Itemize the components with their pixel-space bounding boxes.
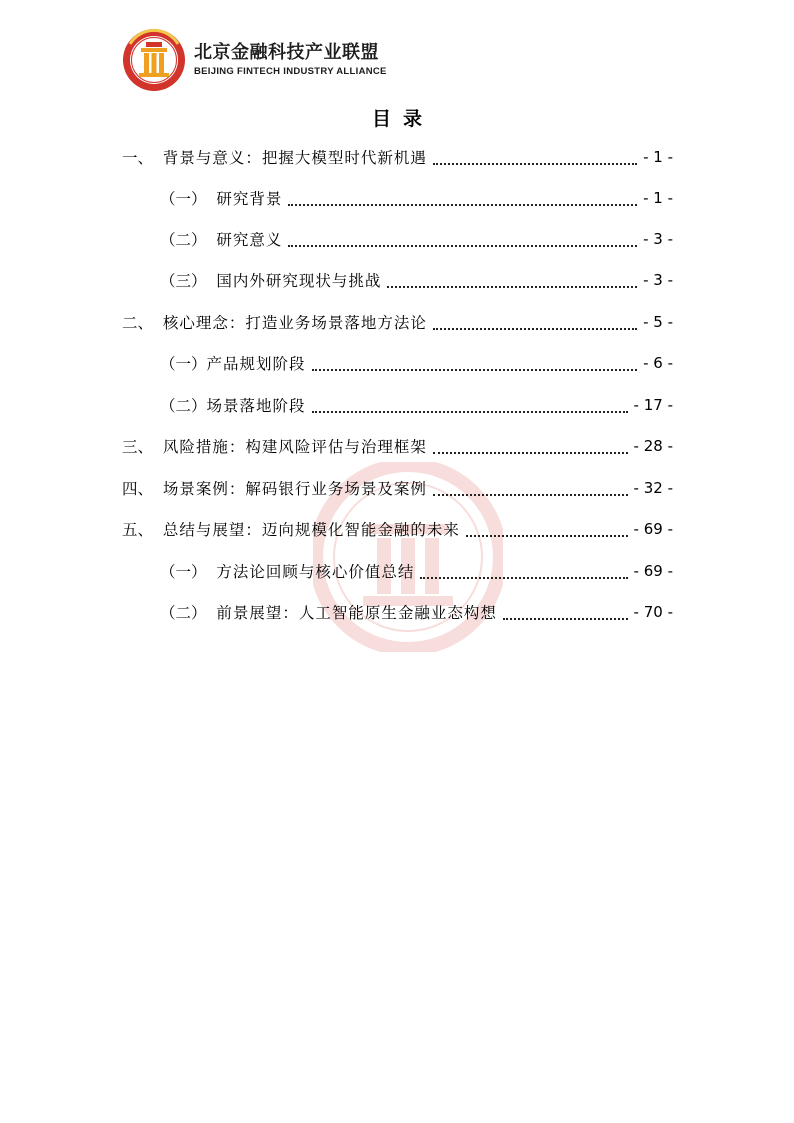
- toc-entry-number: 一、: [122, 149, 163, 167]
- toc-entry-title: 研究背景: [216, 190, 283, 208]
- toc-entry-page: - 1 -: [643, 189, 673, 207]
- toc-entry[interactable]: [122, 136, 673, 178]
- toc-entry-page: - 70 -: [633, 603, 673, 621]
- toc-entry[interactable]: [160, 218, 673, 260]
- toc-entry-title: 背景与意义：把握大模型时代新机遇: [162, 149, 427, 167]
- toc-entry-title: 总结与展望：迈向规模化智能金融的未来: [162, 521, 460, 539]
- toc-entry[interactable]: [122, 301, 673, 343]
- toc-entry-number: （一）: [160, 190, 217, 208]
- toc-entry-number: （二）: [160, 604, 217, 622]
- toc-entry-number: （二）: [160, 397, 207, 415]
- toc-entry[interactable]: [122, 508, 673, 550]
- toc-entry[interactable]: [160, 342, 673, 384]
- dot-leader: [312, 365, 638, 371]
- dot-leader: [433, 448, 628, 454]
- dot-leader: [420, 573, 627, 579]
- dot-leader: [433, 159, 637, 165]
- toc-entry-page: - 5 -: [643, 313, 673, 331]
- toc-entry[interactable]: [160, 259, 673, 301]
- dot-leader: [288, 241, 637, 247]
- toc-entry-title: 前景展望：人工智能原生金融业态构想: [216, 604, 497, 622]
- organization-name-cn: 北京金融科技产业联盟: [194, 42, 379, 63]
- toc-entry-title: 方法论回顾与核心价值总结: [216, 563, 415, 581]
- document-header: [122, 28, 387, 92]
- dot-leader: [503, 614, 628, 620]
- toc-entry[interactable]: [160, 384, 673, 426]
- toc-entry[interactable]: [160, 177, 673, 219]
- toc-entry-title: 场景案例：解码银行业务场景及案例: [162, 480, 427, 498]
- organization-brand: [194, 42, 387, 78]
- toc-entry-number: 四、: [122, 480, 163, 498]
- dot-leader: [433, 490, 628, 496]
- organization-name-en: BEIJING FINTECH INDUSTRY ALLIANCE: [194, 66, 387, 77]
- toc-entry[interactable]: [160, 550, 673, 592]
- toc-entry-page: - 28 -: [633, 437, 673, 455]
- toc-entry-number: （一）: [160, 355, 207, 373]
- toc-entry-title: 场景落地阶段: [206, 397, 306, 415]
- toc-entry-number: 二、: [122, 314, 163, 332]
- toc-entry-title: 核心理念：打造业务场景落地方法论: [162, 314, 427, 332]
- dot-leader: [312, 407, 628, 413]
- toc-entry[interactable]: [122, 425, 673, 467]
- dot-leader: [387, 282, 637, 288]
- toc-entry-page: - 17 -: [633, 396, 673, 414]
- page-title: 目录: [371, 108, 434, 130]
- toc-entry[interactable]: [122, 467, 673, 509]
- toc-entry-page: - 6 -: [643, 354, 673, 372]
- dot-leader: [288, 200, 637, 206]
- toc-entry-number: 五、: [122, 521, 163, 539]
- toc-entry-page: - 32 -: [633, 479, 673, 497]
- toc-entry-page: - 3 -: [643, 271, 673, 289]
- toc-entry-number: （二）: [160, 231, 217, 249]
- toc-entry-page: - 69 -: [633, 562, 673, 580]
- toc-entry-title: 产品规划阶段: [206, 355, 306, 373]
- toc-entry[interactable]: [160, 591, 673, 633]
- toc-entry-number: （一）: [160, 563, 217, 581]
- toc-entry-page: - 1 -: [643, 148, 673, 166]
- toc-entry-title: 国内外研究现状与挑战: [216, 272, 382, 290]
- toc-entry-number: 三、: [122, 438, 163, 456]
- toc-entry-number: （三）: [160, 272, 217, 290]
- toc-entry-title: 风险措施：构建风险评估与治理框架: [162, 438, 427, 456]
- toc-entry-page: - 3 -: [643, 230, 673, 248]
- alliance-seal-logo-icon: [122, 28, 186, 92]
- toc-entry-title: 研究意义: [216, 231, 283, 249]
- dot-leader: [433, 324, 637, 330]
- dot-leader: [466, 531, 628, 537]
- toc-entry-page: - 69 -: [633, 520, 673, 538]
